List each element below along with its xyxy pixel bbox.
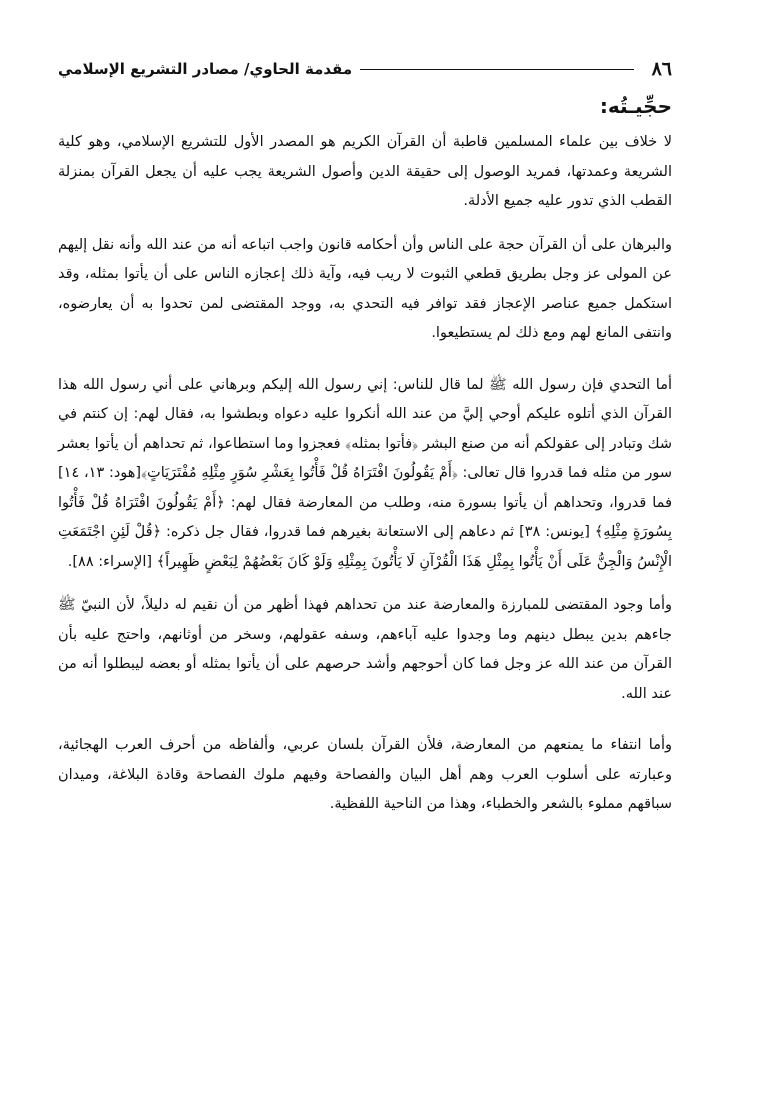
running-title: مقدمة الحاوي/ مصادر التشريع الإسلامي	[58, 60, 353, 78]
paragraph-2: والبرهان على أن القرآن حجة على الناس وأن أحكامه قانون واجب اتباعه أنه من عند الله وأنه نقل إليهم عن المولى عز وجل بطريق قطعي الثبوت لا ريب فيه، وآية ذلك إعجازه الناس على أن يأتوا بمثله، وقد استكمل جميع عناصر الإعجاز فقد توافر فيه التحدي به، ووجد المقتضى لمن تحدوا به أن يعارضوه، وانتفى المانع لهم ومع ذلك لم يستطيعوا.	[58, 236, 672, 341]
paragraph-1: لا خلاف بين علماء المسلمين قاطبة أن القرآن الكريم هو المصدر الأول للتشريع الإسلامي، وهو كلية الشريعة وعمدتها، فمريد الوصول إلى حقيقة الدين وأصول الشريعة يجب عليه أن يجعل القرآن بمنزلة القطب الذي تدور عليه جميع الأدلة.	[58, 134, 672, 209]
header-rule	[360, 69, 633, 70]
section-heading: حجِّيـتُه:	[599, 94, 672, 118]
page-header	[58, 54, 672, 84]
body-text	[58, 128, 672, 834]
paragraph-3: أما التحدي فإن رسول الله ﷺ لما قال للناس: إني رسول الله إليكم وبرهاني على أني رسول الله هذا القرآن الذي أتلوه عليكم أوحي إليَّ من عند الله أنكروا عليه دعواه وبطشوا به، فقال لهم: إن كنتم في شك وتبادر إلى عقولكم أنه من صنع البشر ﴿فأتوا بمثله﴾ فعجزوا وما استطاعوا، ثم تحداهم أن يأتوا بعشر سور من مثله فما قدروا قال تعالى: ﴿أَمْ يَقُولُونَ افْتَرَاهُ قُلْ فَأْتُوا بِعَشْرِ سُوَرٍ مِثْلِهِ مُفْتَرَيَاتٍ﴾[هود: ١٣، ١٤] فما قدروا، وتحداهم أن يأتوا بسورة منه، وطلب من المعارضة فقال لهم: ﴿أَمْ يَقُولُونَ افْتَرَاهُ قُلْ فَأْتُوا بِسُورَةٍ مِثْلِهِ﴾ [يونس: ٣٨] ثم دعاهم إلى الاستعانة بغيرهم فما قدروا، فقال جل ذكره: ﴿قُلْ لَئِنِ اجْتَمَعَتِ الْإِنْسُ وَالْجِنُّ عَلَى أَنْ يَأْتُوا بِمِثْلِ هَذَا الْقُرْآنِ لَا يَأْتُونَ بِمِثْلِهِ وَلَوْ كَانَ بَعْضُهُمْ لِبَعْضٍ ظَهِيراً﴾ [الإسراء: ٨٨].	[58, 376, 673, 570]
page-number: ٨٦	[651, 58, 672, 80]
paragraph-4: وأما وجود المقتضى للمبارزة والمعارضة عند من تحداهم فهذا أظهر من أن نقيم له دليلاً، لأن النبيّ ﷺ جاءهم بدين يبطل دينهم وما وجدوا عليه آباءهم، وسفه عقولهم، وسخر من أوثانهم، واحتج عليه بأن القرآن من عند الله عز وجل فما كان أحوجهم وأشد حرصهم على أن يأتوا بمثله أو بعضه ليبطلوا أنه من عند الله.	[58, 597, 672, 702]
paragraph-5: وأما انتفاء ما يمنعهم من المعارضة، فلأن القرآن بلسان عربي، وألفاظه من أحرف العرب الهجائية، وعبارته على أسلوب العرب وهم أهل البيان والفصاحة وفيهم ملوك الفصاحة وقادة البلاغة، وميدان سباقهم مملوء بالشعر والخطباء، وهذا من الناحية اللفظية.	[58, 737, 672, 812]
